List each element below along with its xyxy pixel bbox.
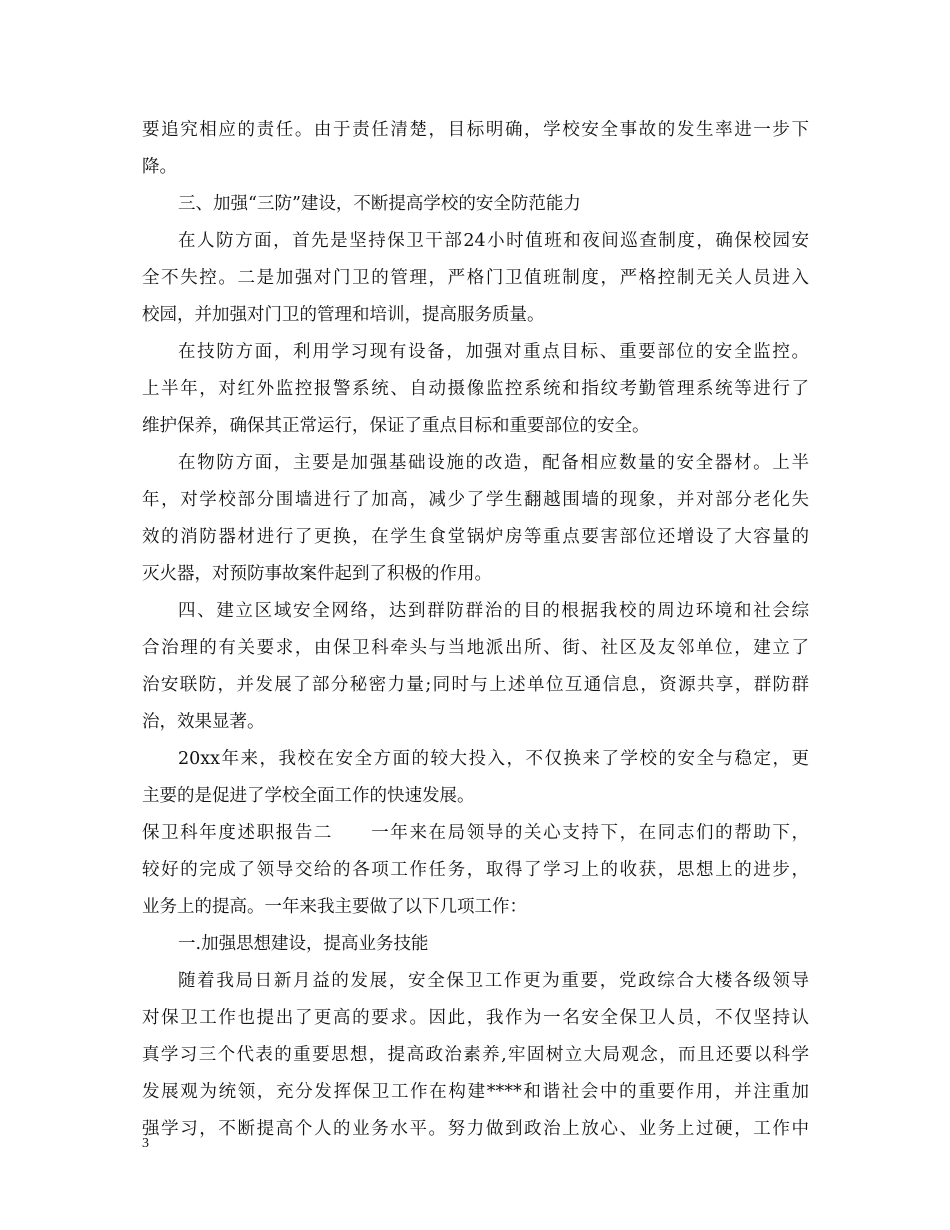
text-line: 校园，并加强对门卫的管理和培训，提高服务质量。 bbox=[142, 305, 545, 325]
section-heading: 一.加强思想建设，提高业务技能 bbox=[178, 934, 429, 954]
text-line: 发展观为统领，充分发挥保卫工作在构建****和谐社会中的重要作用，并注重加 bbox=[142, 1082, 809, 1102]
text-line: 在物防方面，主要是加强基础设施的改造，配备相应数量的安全器材。上半 bbox=[178, 453, 809, 473]
text-line: 维护保养，确保其正常运行，保证了重点目标和重要部位的安全。 bbox=[142, 416, 650, 436]
text-line: 降。 bbox=[142, 157, 177, 177]
text-line: 在技防方面，利用学习现有设备，加强对重点目标、重要部位的安全监控。 bbox=[178, 342, 809, 362]
text-line: 对保卫工作也提出了更高的要求。因此，我作为一名安全保卫人员，不仅坚持认 bbox=[142, 1008, 809, 1028]
text-line: 在人防方面，首先是坚持保卫干部24小时值班和夜间巡查制度，确保校园安 bbox=[178, 231, 809, 251]
text-line: 灭火器，对预防事故案件起到了积极的作用。 bbox=[142, 564, 492, 584]
text-line: 效的消防器材进行了更换，在学生食堂锅炉房等重点要害部位还增设了大容量的 bbox=[142, 527, 809, 547]
report-title-line: 保卫科年度述职报告二 一年来在局领导的关心支持下，在同志们的帮助下， bbox=[142, 823, 809, 843]
text-line: 上半年，对红外监控报警系统、自动摄像监控系统和指纹考勤管理系统等进行了 bbox=[142, 379, 809, 399]
text-line: 合治理的有关要求，由保卫科牵头与当地派出所、街、社区及友邻单位，建立了 bbox=[142, 638, 809, 658]
text-line: 真学习三个代表的重要思想，提高政治素养,牢固树立大局观念，而且还要以科学 bbox=[142, 1045, 809, 1065]
text-line: 业务上的提高。一年来我主要做了以下几项工作： bbox=[142, 897, 527, 917]
text-line: 要追究相应的责任。由于责任清楚，目标明确，学校安全事故的发生率进一步下 bbox=[142, 120, 809, 140]
text-line: 20xx年来，我校在安全方面的较大投入，不仅换来了学校的安全与稳定，更 bbox=[178, 749, 809, 769]
text-line: 治安联防，并发展了部分秘密力量;同时与上述单位互通信息，资源共享，群防群 bbox=[142, 675, 809, 695]
text-line: 强学习，不断提高个人的业务水平。努力做到政治上放心、业务上过硬，工作中 bbox=[142, 1119, 809, 1139]
text-line: 主要的是促进了学校全面工作的快速发展。 bbox=[142, 786, 475, 806]
section-heading: 三、加强“三防”建设，不断提高学校的安全防范能力 bbox=[178, 194, 581, 214]
text-line: 治，效果显著。 bbox=[142, 712, 265, 732]
text-line: 较好的完成了领导交给的各项工作任务，取得了学习上的收获，思想上的进步， bbox=[142, 860, 809, 880]
text-line: 全不失控。二是加强对门卫的管理，严格门卫值班制度，严格控制无关人员进入 bbox=[142, 268, 809, 288]
text-line: 四、建立区域安全网络，达到群防群治的目的根据我校的周边环境和社会综 bbox=[178, 601, 809, 621]
text-line: 年，对学校部分围墙进行了加高，减少了学生翻越围墙的现象，并对部分老化失 bbox=[142, 490, 809, 510]
page-number: 3 bbox=[142, 1136, 149, 1151]
text-line: 随着我局日新月益的发展，安全保卫工作更为重要，党政综合大楼各级领导 bbox=[178, 971, 809, 991]
